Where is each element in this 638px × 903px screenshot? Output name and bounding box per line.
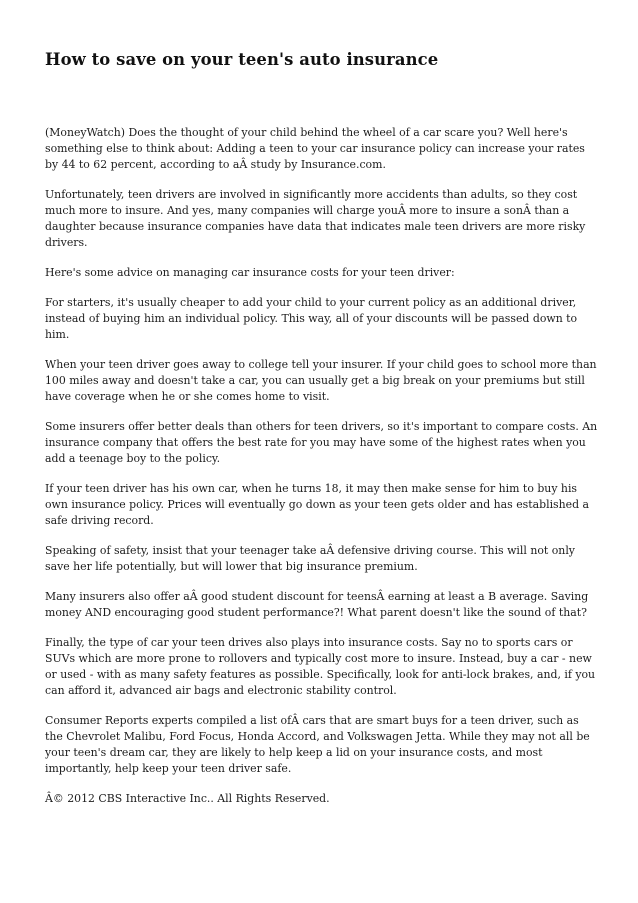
copyright-notice: Â© 2012 CBS Interactive Inc.. All Rights Reserved. [45, 792, 330, 805]
paragraph: Some insurers offer better deals than others for teen drivers, so it's important to compare costs. An insurance company that offers the best rate for you may have some of the highest rates when you add a teenage boy to the policy. [45, 420, 598, 465]
paragraph: Consumer Reports experts compiled a list ofÂ cars that are smart buys for a teen driver, such as the Chevrolet Malibu, Ford Focus, Honda Accord, and Volkswagen Jetta. While they may not all be your teen's dream car, they are likely to help keep a lid on your insurance costs, and most importantly, help keep your teen driver safe. [45, 714, 590, 775]
paragraph: Speaking of safety, insist that your teenager take aÂ defensive driving course. This will not only save her life potentially, but will lower that big insurance premium. [45, 544, 575, 573]
paragraph: Many insurers also offer aÂ good student discount for teensÂ earning at least a B average. Saving money AND encouraging good student performance?! What parent doesn't like the sound of that? [45, 590, 589, 619]
paragraph: If your teen driver has his own car, when he turns 18, it may then make sense for him to buy his own insurance policy. Prices will eventually go down as your teen gets older and has established a safe driving record. [45, 482, 590, 527]
paragraph: Finally, the type of car your teen drives also plays into insurance costs. Say no to sports cars or SUVs which are more prone to rollovers and typically cost more to insure. Instead, buy a car - new or used - with as many safety features as possible. Specifically, look for anti-lock brakes, and, if you can afford it, advanced air bags and electronic stability control. [45, 636, 596, 697]
paragraph: When your teen driver goes away to college tell your insurer. If your child goes to school more than 100 miles away and doesn't take a car, you can usually get a big break on your premiums but still have coverage when he or she comes home to visit. [45, 358, 597, 403]
article-title: How to save on your teen's auto insurance [45, 50, 439, 69]
article-body [45, 125, 598, 807]
paragraph: Unfortunately, teen drivers are involved in significantly more accidents than adults, so they cost much more to insure. And yes, many companies will charge youÂ more to insure a sonÂ than a daughter because insurance companies have data that indicates male teen drivers are more risky drivers. [45, 188, 586, 249]
paragraph: For starters, it's usually cheaper to add your child to your current policy as an additional driver, instead of buying him an individual policy. This way, all of your discounts will be passed down to him. [45, 296, 578, 341]
paragraph: (MoneyWatch) Does the thought of your child behind the wheel of a car scare you? Well here's something else to think about: Adding a teen to your car insurance policy can increase your rates by 44 to 62 percent, according to aÂ study by Insurance.com. [45, 126, 585, 171]
paragraph: Here's some advice on managing car insurance costs for your teen driver: [45, 266, 455, 279]
